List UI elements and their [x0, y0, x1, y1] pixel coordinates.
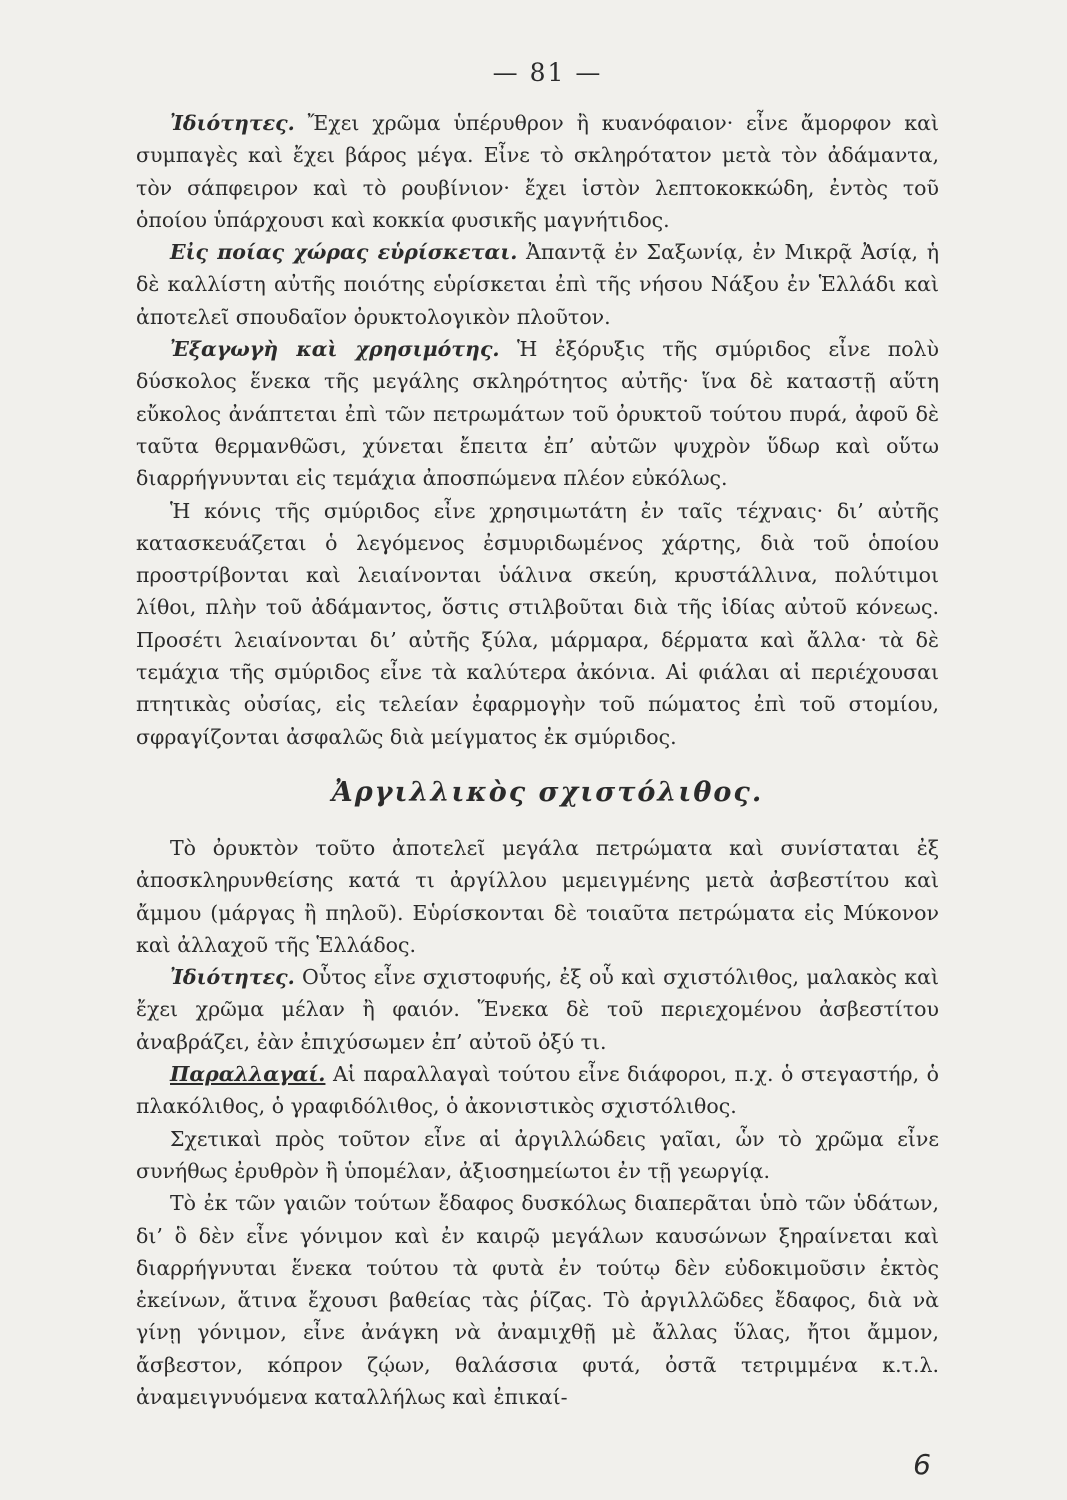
paragraph-text: Ἔχει χρῶμα ὑπέρυθρον ἢ κυανόφαιον· εἶνε ἄμορφον καὶ συμπαγὲς καὶ ἔχει βάρος μέγα. Εἶνε τὸ σκληρότατον μετὰ τὸν ἀδάμαντα, τὸν σάπφειρον καὶ τὸ ρουβίνιον· ἔχει ἱστὸν λεπτοκοκκώδη, ἐντὸς τοῦ ὁποίου ὑπάρχουσι καὶ κοκκία φυσικῆς μαγνήτιδος. [136, 111, 939, 232]
paragraph-properties [136, 107, 939, 236]
paragraph-properties-2 [136, 961, 939, 1058]
paragraph-text: Σχετικαὶ πρὸς τοῦτον εἶνε αἱ ἀργιλλώδεις γαῖαι, ὧν τὸ χρῶμα εἶνε συνήθως ἐρυθρὸν ἢ ὑπομέλαν, ἀξιοσημείωτοι ἐν τῇ γεωργίᾳ. [136, 1126, 939, 1183]
paragraph-text: Τὸ ἐκ τῶν γαιῶν τούτων ἔδαφος δυσκόλως διαπερᾶται ὑπὸ τῶν ὑδάτων, δι’ ὃ δὲν εἶνε γόνιμον καὶ ἐν καιρῷ μεγάλων καυσώνων ξηραίνεται καὶ διαρρήγνυται ἕνεκα τούτου τὰ φυτὰ ἐν τούτῳ δὲν εὐδοκιμοῦσιν ἐκτὸς ἐκείνων, ἅτινα ἔχουσι βαθείας τὰς ῥίζας. Τὸ ἀργιλλῶδες ἔδαφος, διὰ νὰ γίνῃ γόνιμον, εἶνε ἀνάγκη νὰ ἀναμιχθῇ μὲ ἄλλας ὕλας, ἤτοι ἄμμον, ἄσβεστον, κόπρον ζῴων, θαλάσσια φυτά, ὀστᾶ τετριμμένα κ.τ.λ. ἀναμειγνυόμενα καταλλήλως καὶ ἐπικαί- [136, 1191, 939, 1409]
paragraph-clay-soils [136, 1123, 939, 1188]
page-number: — 81 — [492, 58, 603, 87]
paragraph-locations [136, 236, 939, 333]
paragraph-lead: Ἐξαγωγὴ καὶ χρησιμότης. [170, 337, 500, 362]
paragraph-text: Ἡ κόνις τῆς σμύριδος εἶνε χρησιμωτάτη ἐν ταῖς τέχναις· δι’ αὐτῆς κατασκευάζεται ὁ λεγόμενος ἐσμυριδωμένος χάρτης, διὰ τοῦ ὁποίου προστρίβονται καὶ λειαίνονται ὑάλινα σκεύη, κρυστάλλινα, πολύτιμοι λίθοι, πλὴν τοῦ ἀδάμαντος, ὅστις στιλβοῦται διὰ τῆς ἰδίας αὐτοῦ κόνεως. Προσέτι λειαίνονται δι’ αὐτῆς ξύλα, μάρμαρα, δέρματα καὶ ἄλλα· τὰ δὲ τεμάχια τῆς σμύριδος εἶνε τὰ καλύτερα ἀκόνια. Αἱ φιάλαι αἱ περιέχουσαι πτητικὰς οὐσίας, εἰς τελείαν ἐφαρμογὴν τοῦ πώματος ἐπὶ τοῦ στομίου, σφραγίζονται ἀσφαλῶς διὰ μείγματος ἐκ σμύριδος. [136, 498, 939, 749]
signature-mark: 6 [913, 1448, 931, 1481]
paragraph-emery-powder [136, 495, 939, 753]
paragraph-lead: Ἰδιότητες. [170, 965, 295, 990]
paragraph-lead: Παραλλαγαί. [170, 1062, 326, 1087]
paragraph-soil-fertility [136, 1187, 939, 1413]
paragraph-variants [136, 1058, 939, 1123]
section-title: Ἀργιλλικὸς σχιστόλιθος. [331, 776, 764, 808]
paragraph-text: Ἀπαντᾷ ἐν Σαξωνίᾳ, ἐν Μικρᾷ Ἀσίᾳ, ἡ δὲ καλλίστη αὐτῆς ποιότης εὑρίσκεται ἐπὶ τῆς νήσου Νάξου ἐν Ἑλλάδι καὶ ἀποτελεῖ σπουδαῖον ὀρυκτολογικὸν πλοῦτον. [136, 240, 939, 329]
paragraph-text: Αἱ παραλλαγαὶ τούτου εἶνε διάφοροι, π.χ. ὁ στεγαστήρ, ὁ πλακόλιθος, ὁ γραφιδόλιθος, ὁ ἀκονιστικὸς σχιστόλιθος. [136, 1062, 939, 1119]
paragraph-extraction [136, 333, 939, 494]
paragraph-lead: Εἰς ποίας χώρας εὑρίσκεται. [170, 240, 518, 265]
paragraph-mineral-intro [136, 832, 939, 961]
paragraph-text: Ἡ ἐξόρυξις τῆς σμύριδος εἶνε πολὺ δύσκολος ἕνεκα τῆς μεγάλης σκληρότητος αὐτῆς· ἵνα δὲ καταστῇ αὕτη εὔκολος ἀνάπτεται ἐπὶ τῶν πετρωμάτων τοῦ ὀρυκτοῦ τούτου πυρά, ἀφοῦ δὲ ταῦτα θερμανθῶσι, χύνεται ἔπειτα ἐπ’ αὐτῶν ψυχρὸν ὕδωρ καὶ οὕτω διαρρήγνυνται εἰς τεμάχια ἀποσπώμενα πλέον εὐκόλως. [136, 337, 939, 491]
paragraph-text: Οὗτος εἶνε σχιστοφυής, ἐξ οὗ καὶ σχιστόλιθος, μαλακὸς καὶ ἔχει χρῶμα μέλαν ἢ φαιόν. Ἕνεκα δὲ τοῦ περιεχομένου ἀσβεστίτου ἀναβράζει, ἐὰν ἐπιχύσωμεν ἐπ’ αὐτοῦ ὀξύ τι. [136, 965, 939, 1054]
paragraph-lead: Ἰδιότητες. [170, 111, 295, 135]
paragraph-text: Τὸ ὀρυκτὸν τοῦτο ἀποτελεῖ μεγάλα πετρώματα καὶ συνίσταται ἐξ ἀποσκληρυνθείσης κατά τι ἀργίλλου μεμειγμένης μετὰ ἀσβεστίτου καὶ ἄμμου (μάργας ἢ πηλοῦ). Εὑρίσκονται δὲ τοιαῦτα πετρώματα εἰς Μύκονον καὶ ἀλλαχοῦ τῆς Ἑλλάδος. [136, 835, 939, 957]
